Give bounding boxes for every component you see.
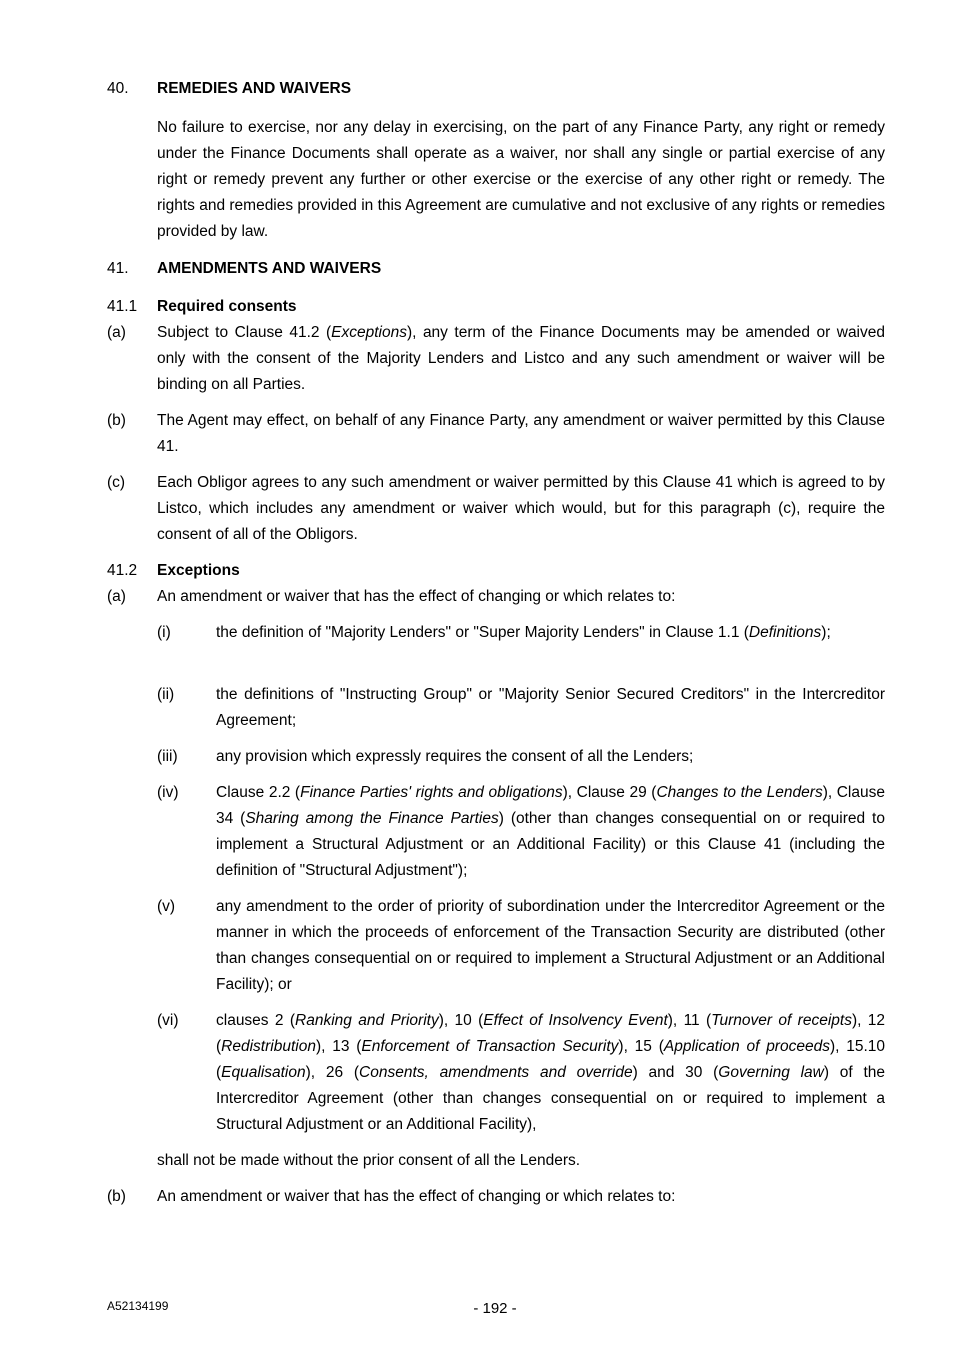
paragraph-41-1-c [107,470,885,548]
text-run: ) and 30 ( [632,1064,719,1081]
subclause-title: Exceptions [157,562,240,579]
paragraph-label: (c) [107,474,126,491]
paragraph-41-1-b [107,408,885,460]
text-run: ); [821,624,831,641]
paragraph-label: (b) [107,1188,126,1205]
page-number: - 192 - [473,1300,517,1317]
paragraph-41-2-a [107,584,885,610]
text-run: ), Clause 34 ( [216,784,885,827]
paragraph-text: The Agent may effect, on behalf of any Finance Party, any amendment or waiver permitted by this Clause 41. [157,412,885,455]
text-run: ), 15 ( [618,1038,664,1055]
subparagraph-vi [157,1008,885,1138]
text-run: ), 11 ( [667,1012,712,1029]
paragraph-text: An amendment or waiver that has the effect of changing or which relates to: [157,1188,676,1205]
clause-41-heading [107,260,381,278]
subclause-number: 41.2 [107,562,138,579]
clause-41-2-heading [107,562,240,580]
italic-ref: Changes to the Lenders [656,784,823,801]
subparagraph-text [216,1008,885,1138]
subparagraph-iii [157,744,885,770]
clause-title: AMENDMENTS AND WAIVERS [157,260,382,277]
italic-ref: Governing law [718,1064,824,1081]
document-reference: A52134199 [107,1299,169,1313]
text-run: clauses 2 ( [216,1012,296,1029]
italic-ref: Sharing among the Finance Parties [245,810,499,827]
paragraph-label: (b) [107,412,126,429]
subparagraph-label: (i) [157,624,171,641]
italic-ref: Enforcement of Transaction Security [361,1038,619,1055]
text-run: ), 12 ( [216,1012,886,1055]
text-run: ), Clause 29 ( [562,784,657,801]
text-run: ), 15.10 ( [216,1038,886,1081]
paragraph-text: Each Obligor agrees to any such amendment or waiver permitted by this Clause 41 which is agreed to by Listco, which includes any amendment or waiver which would, but for this paragraph (c), require the consent of all of the Obligors. [157,474,885,543]
paragraph-text [157,320,885,398]
clause-41-1-heading [107,298,297,316]
text-run: ) of the Intercreditor Agreement (other than changes consequential on or required to implement a Structural Adjustment or an Additional Facility), [216,1064,886,1133]
paragraph-41-2-b [107,1184,885,1210]
text-run: the definition of "Majority Lenders" or "Super Majority Lenders" in Clause 1.1 ( [216,624,749,641]
italic-ref: Turnover of receipts [711,1012,852,1029]
paragraph-label: (a) [107,588,126,605]
subclause-number: 41.1 [107,298,138,315]
clause-40-heading [107,80,351,98]
paragraph-41-1-a [107,320,885,398]
subclause-title: Required consents [157,298,297,315]
text-run: ) (other than changes consequential on or required to implement a Structural Adjustment or an Additional Facility) or this Clause 41 (including the definition of "Structural Adjustment"); [216,810,885,879]
italic-ref: Redistribution [221,1038,316,1055]
italic-ref: Effect of Insolvency Event [483,1012,668,1029]
text-run: ), 13 ( [315,1038,362,1055]
subparagraph-label: (iv) [157,784,179,801]
subparagraph-text [216,620,885,646]
subparagraph-ii [157,682,885,734]
italic-ref: Consents, amendments and override [359,1064,633,1081]
text-run: ), 26 ( [305,1064,360,1081]
subparagraph-v [157,894,885,998]
clause-title: REMEDIES AND WAIVERS [157,80,352,97]
subparagraph-label: (ii) [157,686,175,703]
italic-ref: Exceptions [331,324,407,341]
closing-line: shall not be made without the prior consent of all the Lenders. [157,1152,581,1169]
subparagraph-label: (iii) [157,748,178,765]
italic-ref: Ranking and Priority [295,1012,439,1029]
subparagraph-label: (v) [157,898,176,915]
italic-ref: Equalisation [221,1064,306,1081]
text-run: Subject to Clause 41.2 ( [157,324,332,341]
subparagraph-text: any amendment to the order of priority of subordination under the Intercreditor Agreement or the manner in which the proceeds of enforcement of the Transaction Security are distributed (other than changes consequential on or required to implement a Structural Adjustment or an Additional Facility); or [216,898,885,993]
text-run: ), 10 ( [438,1012,484,1029]
subparagraph-iv [157,780,885,884]
text-run: Clause 2.2 ( [216,784,301,801]
subparagraph-text: any provision which expressly requires the consent of all the Lenders; [216,748,694,765]
italic-ref: Finance Parties' rights and obligations [300,784,563,801]
subparagraph-label: (vi) [157,1012,179,1029]
text-run: ), any term of the Finance Documents may be amended or waived only with the consent of the Majority Lenders and Listco and any such amendment or waiver will be binding on all Parties. [157,324,885,393]
clause-number: 40. [107,80,129,97]
subparagraph-text [216,780,885,884]
italic-ref: Definitions [748,624,822,641]
subparagraph-text: the definitions of "Instructing Group" or "Majority Senior Secured Creditors" in the Intercreditor Agreement; [216,686,885,729]
paragraph-label: (a) [107,324,126,341]
clause-40-body: No failure to exercise, nor any delay in exercising, on the part of any Finance Party, any right or remedy under the Finance Documents shall operate as a waiver, nor shall any single or partial exercise of any right or remedy prevent any further or other exercise or the exercise of any other right or remedy. The rights and remedies provided in this Agreement are cumulative and not exclusive of any rights or remedies provided by law. [157,119,886,240]
paragraph-text: An amendment or waiver that has the effect of changing or which relates to: [157,588,676,605]
italic-ref: Application of proceeds [663,1038,830,1055]
clause-number: 41. [107,260,129,277]
subparagraph-i [157,620,885,646]
